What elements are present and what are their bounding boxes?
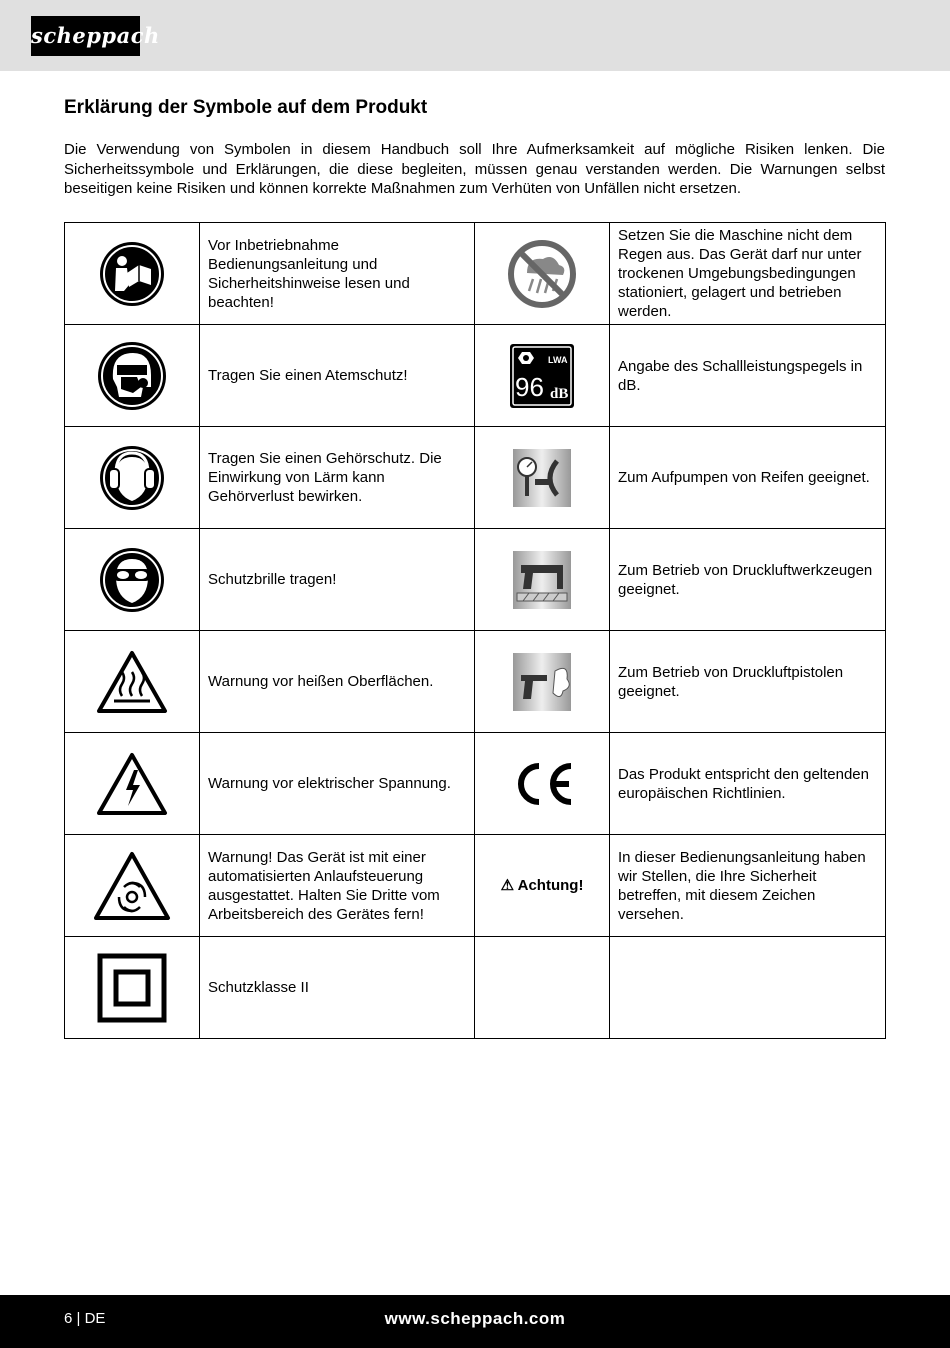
blow-gun-icon	[513, 653, 571, 711]
symbol-description: Warnung! Das Gerät ist mit einer automatisierten Anlaufsteuerung ausgestattet. Halten Sie Dritte vom Arbeitsbereich des Gerätes fern!	[200, 835, 475, 937]
table-row	[65, 529, 886, 631]
table-row	[65, 427, 886, 529]
ce-mark-icon	[509, 760, 575, 808]
page-number: 6 | DE	[64, 1310, 106, 1327]
sound-unit: dB	[550, 385, 569, 402]
protection-class-ii-icon	[97, 953, 167, 1023]
ear-protection-icon	[99, 445, 165, 511]
empty-cell	[475, 937, 610, 1039]
table-row	[65, 937, 886, 1039]
symbol-description: Tragen Sie einen Atemschutz!	[200, 325, 475, 427]
table-row	[65, 223, 886, 325]
symbol-description: Tragen Sie einen Gehörschutz. Die Einwirkung von Lärm kann Gehörverlust bewirken.	[200, 427, 475, 529]
symbol-description: Angabe des Schallleistungspegels in dB.	[610, 325, 886, 427]
table-row	[65, 325, 886, 427]
page-title: Erklärung der Symbole auf dem Produkt	[64, 97, 428, 118]
header-bar	[0, 0, 950, 71]
table-row	[65, 631, 886, 733]
table-row	[65, 835, 886, 937]
read-manual-icon	[99, 241, 165, 307]
intro-paragraph: Die Verwendung von Symbolen in diesem Handbuch soll Ihre Aufmerksamkeit auf mögliche Risiken lenken. Die Sicherheitssymbole und Erklärungen, die diese begleiten, müssen genau verstanden werden. Die Warnungen selbst beseitigen keine Risiken und können korrekte Maßnahmen zum Verhüten von Unfällen nicht ersetzen.	[64, 141, 885, 197]
electric-voltage-icon	[96, 752, 168, 816]
footer-bar	[0, 1295, 950, 1348]
no-rain-icon	[507, 239, 577, 309]
tyre-inflation-icon	[513, 449, 571, 507]
website-link[interactable]: www.scheppach.com	[384, 1309, 566, 1328]
symbol-description: Warnung vor elektrischer Spannung.	[200, 733, 475, 835]
symbol-description: Vor Inbetriebnahme Bedienungsanleitung und Sicherheitshinweise lesen und beachten!	[200, 223, 475, 325]
warning-label: ⚠ Achtung!	[500, 877, 584, 894]
lwa-label: LWA	[548, 354, 568, 365]
sound-value: 96	[515, 371, 544, 402]
symbol-description: Zum Aufpumpen von Reifen geeignet.	[610, 427, 886, 529]
symbol-description: Zum Betrieb von Druckluftwerkzeugen geeignet.	[610, 529, 886, 631]
symbol-description: Schutzbrille tragen!	[200, 529, 475, 631]
hot-surface-icon	[96, 650, 168, 714]
automatic-start-icon	[93, 851, 171, 921]
safety-goggles-icon	[99, 547, 165, 613]
sound-power-icon	[510, 344, 574, 408]
symbol-description: In dieser Bedienungsanleitung haben wir Stellen, die Ihre Sicherheit betreffen, mit diesem Zeichen versehen.	[610, 835, 886, 937]
respirator-icon	[97, 341, 167, 411]
scheppach-logo: scheppach	[31, 16, 140, 56]
symbol-description: Schutzklasse II	[200, 937, 475, 1039]
symbol-description: Das Produkt entspricht den geltenden europäischen Richtlinien.	[610, 733, 886, 835]
empty-cell	[610, 937, 886, 1039]
symbol-description: Warnung vor heißen Oberflächen.	[200, 631, 475, 733]
table-row	[65, 733, 886, 835]
nailer-tool-icon	[513, 551, 571, 609]
symbol-table	[64, 222, 886, 1039]
symbol-description: Zum Betrieb von Druckluftpistolen geeignet.	[610, 631, 886, 733]
symbol-description: Setzen Sie die Maschine nicht dem Regen aus. Das Gerät darf nur unter trockenen Umgebungsbedingungen stationiert, gelagert und betrieben werden.	[610, 223, 886, 325]
